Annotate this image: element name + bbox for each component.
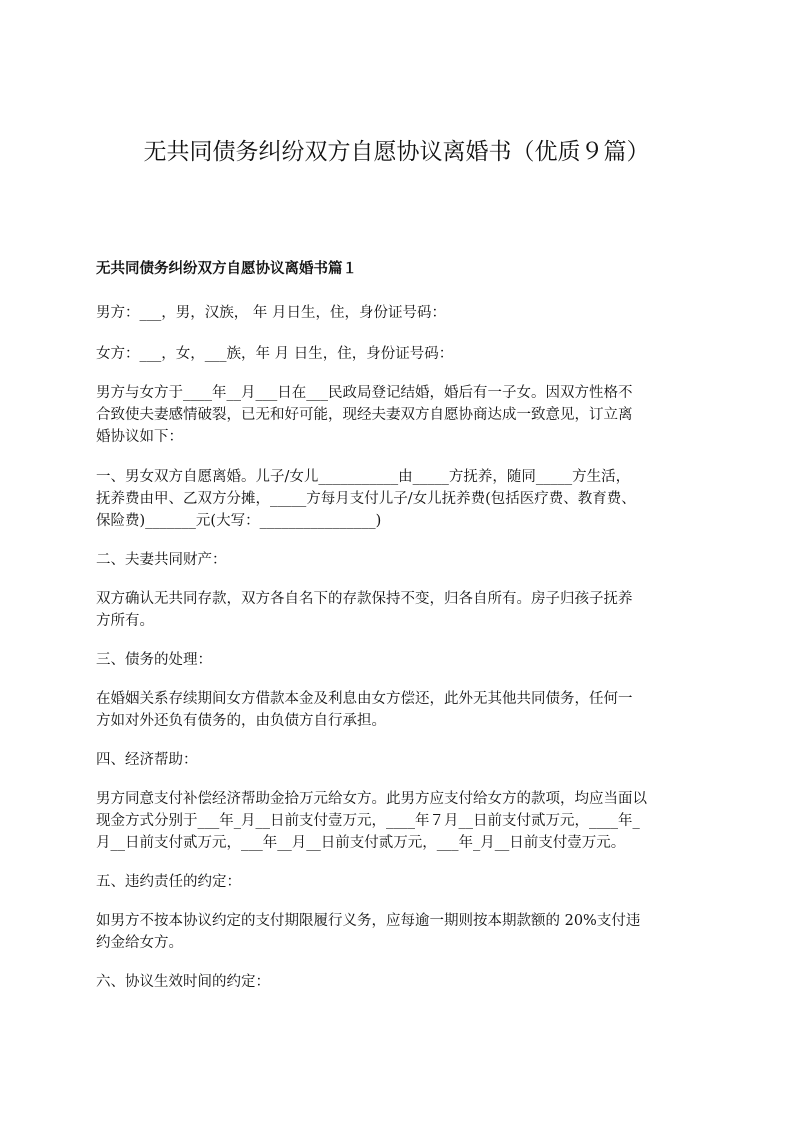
text-line: 五、违约责任的约定： xyxy=(96,874,241,890)
clause-2-body xyxy=(96,588,716,632)
text-line: 二、夫妻共同财产： xyxy=(96,552,227,568)
clause-3-heading xyxy=(96,649,716,671)
text-line: 在婚姻关系存续期间女方借款本金及利息由女方偿还，此外无其他共同债务，任何一 xyxy=(96,691,633,707)
text-line: 三、债务的处理： xyxy=(96,652,212,668)
clause-2-heading xyxy=(96,549,716,571)
text-line: 女方：___，女，___族，年 月 日生，住，身份证号码： xyxy=(96,346,454,362)
text-line: 抚养费由甲、乙双方分摊，_____方每月支付儿子/女儿抚养费(包括医疗费、教育费、 xyxy=(96,491,636,507)
paragraph-male-party xyxy=(96,302,716,324)
clause-5-heading xyxy=(96,871,716,893)
text-line: 月__日前支付贰万元，___年__月__日前支付贰万元，___年_月__日前支付壹万元。 xyxy=(96,835,626,851)
clause-3-body xyxy=(96,688,716,732)
text-line: 现金方式分别于___年_月__日前支付壹万元，____年７月__日前支付贰万元，____年_ xyxy=(96,813,640,829)
paragraph-female-party xyxy=(96,343,716,365)
text-line: 双方确认无共同存款，双方各自名下的存款保持不变，归各自所有。房子归孩子抚养 xyxy=(96,591,633,607)
text-line: 方如对外还负有债务的，由负债方自行承担。 xyxy=(96,713,386,729)
clause-4-heading xyxy=(96,749,716,771)
text-line: 六、协议生效时间的约定： xyxy=(96,974,270,990)
text-line: 合致使夫妻感情破裂，已无和好可能，现经夫妻双方自愿协商达成一致意见，订立离 xyxy=(96,407,633,423)
text-line: 约金给女方。 xyxy=(96,935,183,951)
text-line: 婚协议如下： xyxy=(96,429,183,445)
text-line: 四、经济帮助： xyxy=(96,752,198,768)
clause-5-body xyxy=(96,910,716,954)
text-line: 男方同意支付补偿经济帮助金拾万元给女方。此男方应支付给女方的款项，均应当面以 xyxy=(96,791,647,807)
clause-6-heading xyxy=(96,971,716,993)
paragraph-marriage-info xyxy=(96,382,716,448)
clause-1-divorce-custody xyxy=(96,466,716,532)
text-line: 一、男女双方自愿离婚。儿子/女儿___________由_____方抚养，随同_____方生活， xyxy=(96,469,631,485)
document-title: 无共同债务纠纷双方自愿协议离婚书（优质９篇） xyxy=(143,139,650,165)
text-line: 方所有。 xyxy=(96,613,154,629)
text-line: 男方与女方于____年__月___日在___民政局登记结婚，婚后有一子女。因双方性格不 xyxy=(96,385,633,401)
section-heading: 无共同债务纠纷双方自愿协议离婚书篇１ xyxy=(96,260,357,277)
text-line: 如男方不按本协议约定的支付期限履行义务，应每逾一期则按本期款额的 20%支付违 xyxy=(96,913,641,929)
clause-4-body xyxy=(96,788,716,854)
text-line: 保险费)_______元(大写：________________) xyxy=(96,513,382,529)
text-line: 男方：___，男，汉族， 年 月日生，住，身份证号码： xyxy=(96,305,446,321)
